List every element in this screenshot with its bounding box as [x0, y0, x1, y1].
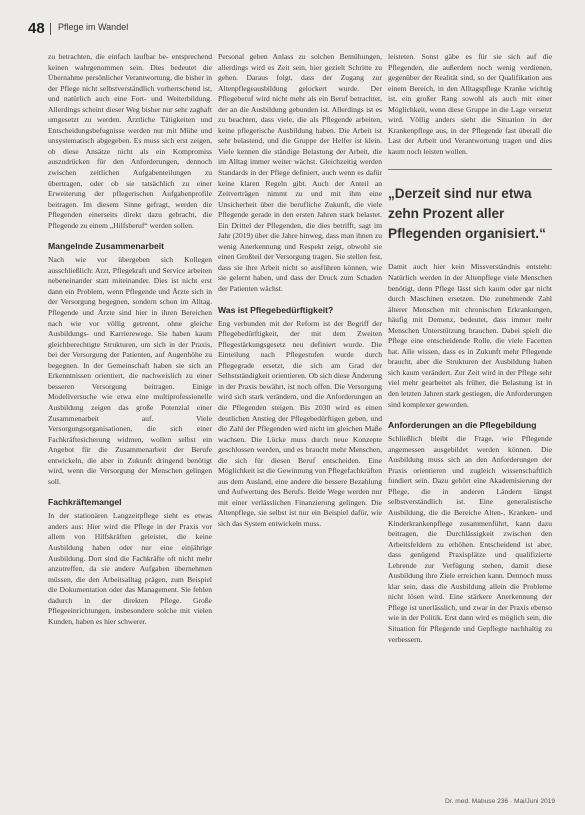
- subheading: Mangelnde Zusammenarbeit: [48, 241, 165, 252]
- section-title: Pflege im Wandel: [58, 22, 129, 32]
- page-footer: Dr. med. Mabuse 236 · Mai/Juni 2019: [445, 798, 555, 805]
- text-column-2: [218, 52, 382, 796]
- paragraph: Eng verbunden mit der Reform ist der Begriff der Pflegebedürftigkeit, der mit dem Zweiten Pflegestärkungsgesetz neu definiert wurde. Die Einteilung nach Pflegestufen wurde durch Pflegegrade ersetzt, die sich am Grad der Selbstständigkeit orientieren. Ob sich diese Änderung in der Praxis bewährt, ist noch offen. Die Versorgung wird sich stark verändern, und die Anforderungen an die Pflegenden steigen. Bis 2030 wird es einen deutlichen Anstieg der Pflegebedürftigen geben, und die Zahl der Pflegenden wird nicht im gleichen Maße wachsen. Die Lücke muss durch neue Konzepte geschlossen werden, und es braucht mehr Menschen, die sich für diesen Beruf entscheiden. Eine Möglichkeit ist die Gewinnung von Pflegefachkräften aus dem Ausland, eine andere die bessere Bezahlung und Aufwertung des Berufs. Beide Wege werden nur mit einer verlässlichen Finanzierung gelingen. Die Altenpflege, sie selbst ist nur ein Beispiel dafür, wie sich das System entwickeln muss.: [218, 318, 382, 528]
- paragraph: leisteten. Sonst gäbe es für sie sich auf die Pflegenden, die außerdem noch wenig verdienen, gegenüber der Realität sind, so der Qualifikation aus einem Bereich, in den Alltagspflege Kranke wichtig ist, ein großer Rang sowohl als auch mit einer Möglichkeit, wenn diese Gruppe in die Lage versetzt wird. Völlig anders sieht die Situation in der Krankenpflege aus, in der Pflegende fast überall die Last der Arbeit und Verantwortung tragen und dies kaum noch leisten wollen.: [388, 52, 552, 156]
- page-number: 48: [28, 20, 45, 37]
- paragraph: In der stationären Langzeitpflege sieht es etwas anders aus: Hier wird die Pflege in der Praxis vor allem von Hilfskräften geleistet, die keine Ausbildung haben oder nur eine einjährige Ausbildung. Dort sind die Fachkräfte oft nicht mehr anzutreffen, da sie andere Aufgaben übernehmen müssen, die den Arbeitsalltag prägen, zum Beispiel die Dokumentation oder das Management. Sie fehlen dadurch in der direkten Pflege. Große Pflegeeinrichtungen, insbesondere solche mit vielen Kunden, haben es hier schwerer.: [48, 511, 212, 626]
- paragraph: Personal geben Anlass zu solchen Bemühungen, allerdings wird es Zeit sein, hier gezielt Schritte zu gehen. Daraus folgt, dass der Zugang zur Altenpflegeausbildung gelockert wurde. Der Pflegeberuf wird nicht mehr als ein Beruf betrachtet, der an die Ausbildung gebunden ist. Allerdings ist es zu beachten, dass viele, die als Pflegende arbeiten, keine pflegerische Ausbildung haben. Die Arbeit ist sehr belastend, und die Gruppe der Helfer ist klein. Viele kennen die ständige Belastung der Arbeit, die im Alltag immer weiter wächst. Gleichzeitig werden Standards in der Pflege definiert, auch wenn es dafür keine klaren Regeln gibt. Auch der Anteil an Zeitverträgen nimmt zu und mit ihm eine Unsicherheit über die berufliche Zukunft, die viele Pflegende gerade in den ersten Jahren stark belastet. Ein Drittel der Pflegenden, die dies betrifft, sagt im Jahr (2019) über die Jahre hinweg, dass man ihnen zu wenig Anerkennung und Respekt zeigt, obwohl sie einen Großteil der Versorgung tragen. Sie stellen fest, dass sie ihre Arbeit nicht so ausführen können, wie sie gelernt haben, und dass der Druck zum Schaden der Patienten wächst.: [218, 52, 382, 294]
- paragraph: Nach wie vor übergeben sich Kollegen ausschließlich: Arzt, Pflegekraft und Service arbeiten nebeneinander statt miteinander. Dies ist nicht erst dann ein Problem, wenn Pflegende und Ärzte sich in der Versorgung begegnen, sondern schon im Alltag. Pflegende und Ärzte sind hier in ihren Bereichen nach wie vor völlig getrennt, ohne gleiche Ausbildungs- und Karrierewege. Sie haben kaum gleichberechtigte Strukturen, um sich in der Praxis, bei der Versorgung der Patienten, auf Augenhöhe zu begegnen. In der Gemeinschaft haben sie sich an Erkenntnissen orientiert, die nachweislich zu einer besseren Versorgung beitragen. Einige Modellversuche wie etwa eine multiprofessionelle Ausbildung zeigen das große Potenzial einer Zusammenarbeit auf. Viele Versorgungsorganisationen, die sich einer Fachkräftesicherung widmen, wollen selbst ein Angebot für die Zusammenarbeit der Berufe entwickeln, die aber in Zukunft dringend benötigt wird, wenn die Versorgung der Menschen gelingen soll.: [48, 255, 212, 486]
- header-divider: [50, 23, 51, 35]
- subheading: Was ist Pflegebedürftigkeit?: [218, 304, 334, 315]
- paragraph: zu betrachten, die einfach laufbar be- entsprechend keinen wahrgenommen sein. Dies bedeutet die Übernahme persönlicher Verantwortung, die bisher in der Pflege nicht selbstverständlich vorherrschend ist, und natürlich auch eine Fort- und Weiterbildung. Allerdings scheint dieser Weg bisher nur sehr zaghaft umgesetzt zu werden. Ärztliche Tätigkeiten und Entscheidungsbefugnisse werden nur mit Mühe und unsystematisch abgegeben. Es muss sich erst zeigen, ob diese Ansätze nicht als ein Kompromiss auszudrücken für den Anforderungen, dennoch zwischen zeitlichen Aufgabenteilungen zu übertragen, oder ob sie tatsächlich zu einer Erweiterung der pflegerischen Aufgabenprofile beitragen. Im diesem Sinne gefragt, werden die Pflegenden einerseits direkt dazu gebracht, die Pflegende zu einem „Hilfsberuf“ werden sollen.: [48, 52, 212, 230]
- subheading: Anforderungen an die Pflegebildung: [388, 420, 537, 431]
- subheading: Fachkräftemangel: [48, 497, 122, 508]
- paragraph: Damit auch hier kein Missverständnis entsteht: Natürlich werden in der Altenpflege viele Menschen benötigt, denn Pflege lässt sich kaum oder gar nicht durch Maschinen ersetzen. Die zunehmende Zahl älterer Menschen mit chronischen Erkrankungen, häufig mit Demenz, bedeutet, dass immer mehr Menschen Unterstützung brauchen. Dabei spielt die Pflege eine entscheidende Rolle, die viele Facetten hat. Alle wissen, dass es in Zukunft mehr Pflegende braucht, aber die Strukturen der Ausbildung haben sich kaum verändert. Zur Zeit wird in der Pflege sehr viel mehr gearbeitet als früher, die Belastung ist in den letzten Jahren stark gestiegen, die Anforderungen sind komplexer geworden.: [388, 262, 552, 409]
- paragraph: Schließlich bleibt die Frage, wie Pflegende angemessen ausgebildet werden können. Die Ausbildung muss sich an den Anforderungen der Praxis orientieren und zugleich wissenschaftlich fundiert sein. Dazu gehört eine Akademisierung der Pflege, die in anderen Ländern längst selbstverständlich ist. Eine generalistische Ausbildung, die die Bereiche Alten-, Kranken- und Kinderkrankenpflege zusammenführt, kann dazu beitragen, die Durchlässigkeit zwischen den Arbeitsfeldern zu erhöhen. Entscheidend ist aber, dass genügend Praxisplätze und qualifizierte Lehrende zur Verfügung stehen, damit diese Ausbildung ihre Ziele erreichen kann. Dennoch muss klar sein, dass die Ausbildung allein die Probleme nicht lösen wird. Eine stärkere Anerkennung der Pflege ist unerlässlich, und zwar in der Praxis ebenso wie in der Politik. Erst dann wird es möglich sein, die Situation für Pflegende und Gepflegte nachhaltig zu verbessern.: [388, 434, 552, 644]
- pull-quote: „Derzeit sind nur etwa zehn Prozent aller Pflegenden organisiert.“: [388, 186, 546, 242]
- text-column-1: [48, 52, 212, 796]
- text-column-3: [388, 52, 552, 796]
- quote-divider: [388, 169, 552, 170]
